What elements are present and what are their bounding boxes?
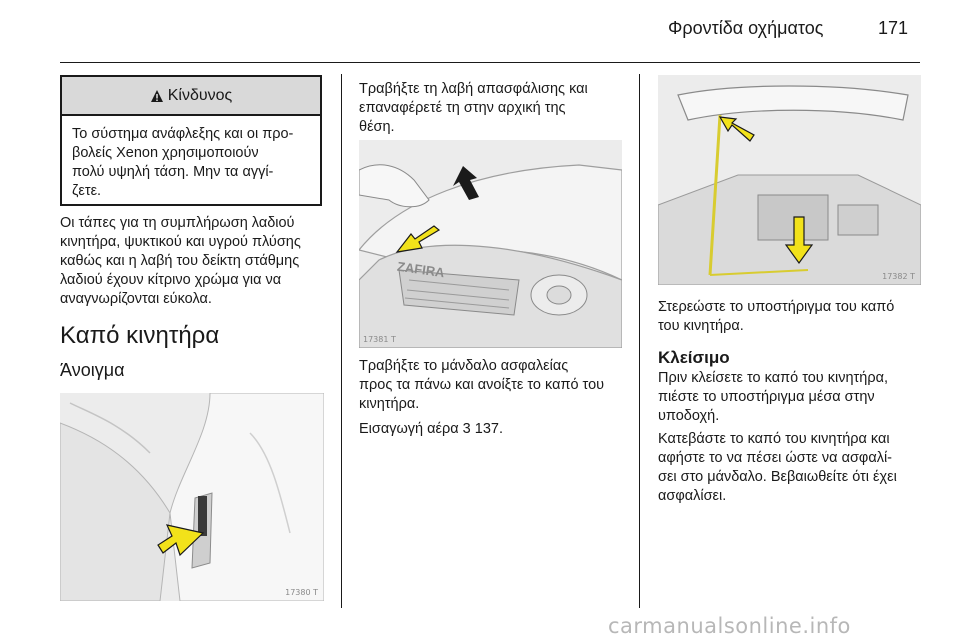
closing-paragraph-1 <box>658 369 888 426</box>
section-heading: Καπό κινητήρα <box>60 322 220 349</box>
figure-code: 17380 T <box>285 588 318 597</box>
figure-hood-support <box>658 75 921 285</box>
text-line: θέση. <box>359 119 395 135</box>
warning-header <box>62 77 320 116</box>
text-line: πιέστε το υποστήριγμα μέσα στην <box>658 389 875 405</box>
text-line: Τραβήξτε τη λαβή απασφάλισης και <box>359 81 588 97</box>
car-front-illustration <box>359 140 622 348</box>
safety-catch-paragraph <box>359 357 604 414</box>
watermark: carmanualsonline.info <box>608 614 851 638</box>
warning-line: Το σύστημα ανάφλεξης και οι προ- <box>72 126 294 142</box>
text-line: αφήστε το να πέσει ώστε να ασφαλί- <box>658 450 892 466</box>
warning-title: Κίνδυνος <box>167 86 233 104</box>
text-line: Στερεώστε το υποστήριγμα του καπό <box>658 299 895 315</box>
text-line: υποδοχή. <box>658 408 720 424</box>
text-line: αναγνωρίζονται εύκολα. <box>60 291 212 307</box>
reference-page: 137. <box>474 421 503 437</box>
warning-line: πολύ υψηλή τάση. Μην τα αγγί- <box>72 164 274 180</box>
text-line: ασφαλίσει. <box>658 488 727 504</box>
warning-text <box>62 116 320 210</box>
figure-code: 17381 T <box>363 335 396 344</box>
release-handle-paragraph <box>359 80 588 137</box>
figure-safety-catch <box>359 140 622 348</box>
text-line: σει στο μάνδαλο. Βεβαιωθείτε ότι έχει <box>658 469 897 485</box>
warning-triangle-icon <box>150 89 164 103</box>
text-line: Οι τάπες για τη συμπλήρωση λαδιού <box>60 215 295 231</box>
yellow-arrow-icon <box>720 117 754 141</box>
header-rule <box>60 62 920 63</box>
text-line: καθώς και η λαβή του δείκτη στάθμης <box>60 253 300 269</box>
figure-code: 17382 T <box>882 272 915 281</box>
car-badge: ZAFIRA <box>396 258 446 281</box>
text-line: λαδιού έχουν κίτρινο χρώμα για να <box>60 272 282 288</box>
page-header-title: Φροντίδα οχήματος <box>668 18 824 38</box>
text-line: Τραβήξτε το μάνδαλο ασφαλείας <box>359 358 569 374</box>
warning-line: βολείς Xenon χρησιμοποιούν <box>72 145 259 161</box>
closing-paragraph-2 <box>658 430 897 506</box>
subheading-opening: Άνοιγμα <box>60 360 125 380</box>
support-paragraph <box>658 298 894 336</box>
text-line: κινητήρα, ψυκτικού και υγρού πλύσης <box>60 234 301 250</box>
column-divider-left <box>341 74 342 608</box>
fluid-caps-paragraph <box>60 214 301 309</box>
text-line: Πριν κλείσετε το καπό του κινητήρα, <box>658 370 888 386</box>
column-divider-right <box>639 74 640 608</box>
page-number: 171 <box>878 18 909 38</box>
engine-bay-illustration <box>658 75 921 285</box>
danger-warning-box <box>60 75 322 206</box>
text-line: επαναφέρετέ τη στην αρχική της <box>359 100 566 116</box>
text-line: κινητήρα. <box>359 396 420 412</box>
air-intake-reference <box>359 420 503 439</box>
subheading-closing: Κλείσιμο <box>658 348 730 367</box>
reference-text: Εισαγωγή αέρα <box>359 421 459 437</box>
warning-line: ζετε. <box>72 183 102 199</box>
text-line: προς τα πάνω και ανοίξτε το καπό του <box>359 377 605 393</box>
figure-hood-release-handle <box>60 393 324 601</box>
reference-arrow-symbol: 3 <box>462 421 471 437</box>
text-line: του κινητήρα. <box>658 318 744 334</box>
hood-release-illustration <box>60 393 324 601</box>
text-line: Κατεβάστε το καπό του κινητήρα και <box>658 431 890 447</box>
